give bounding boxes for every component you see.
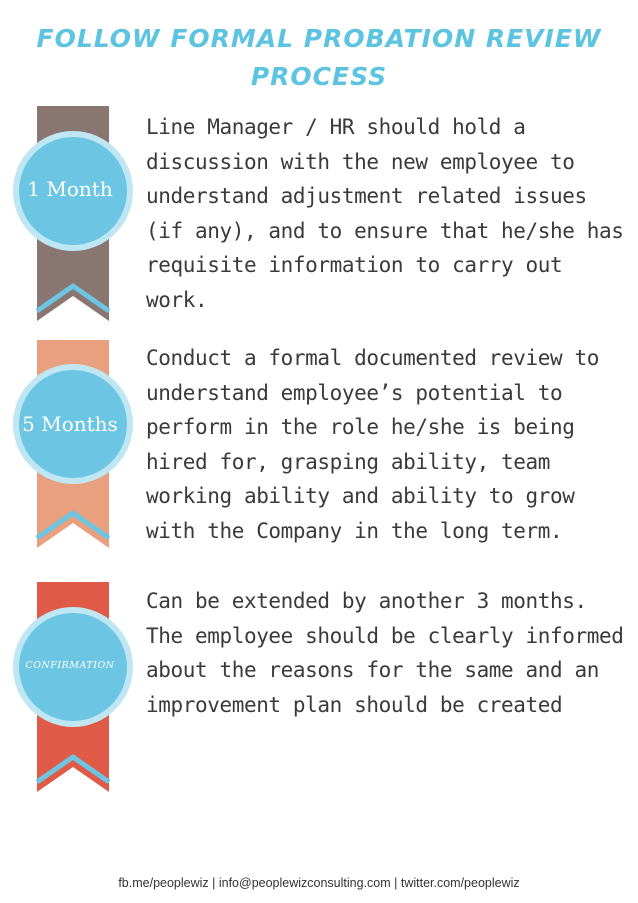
month-ribbon xyxy=(0,582,140,792)
footer-contact: fb.me/peoplewiz | info@peoplewizconsulting.com | twitter.com/peoplewiz xyxy=(118,876,520,890)
badge-label: 1 Month xyxy=(27,177,113,201)
badge-label: CONFIRMATION xyxy=(25,660,115,671)
step-description: Can be extended by another 3 months. The employee should be clearly informed about the reasons for the same and an improvement plan should be created xyxy=(146,589,624,717)
step-5-months xyxy=(0,340,638,548)
page-title: FOLLOW FORMAL PROBATION REVIEW PROCESS xyxy=(36,24,602,91)
step-description: Line Manager / HR should hold a discussion with the new employee to understand adjustment related issues (if any), and to ensure that he/she has requisite information to carry out work. xyxy=(146,115,624,312)
step-description: Conduct a formal documented review to understand employee’s potential to perform in the role he/she is being hired for, grasping ability, team working ability and ability to grow with the Company in the long term. xyxy=(146,346,599,543)
month-ribbon xyxy=(0,340,140,548)
month-ribbon xyxy=(0,106,140,321)
badge-label: 5 Months xyxy=(22,412,118,436)
step-confirmation xyxy=(0,582,638,792)
step-1-month xyxy=(0,106,638,321)
